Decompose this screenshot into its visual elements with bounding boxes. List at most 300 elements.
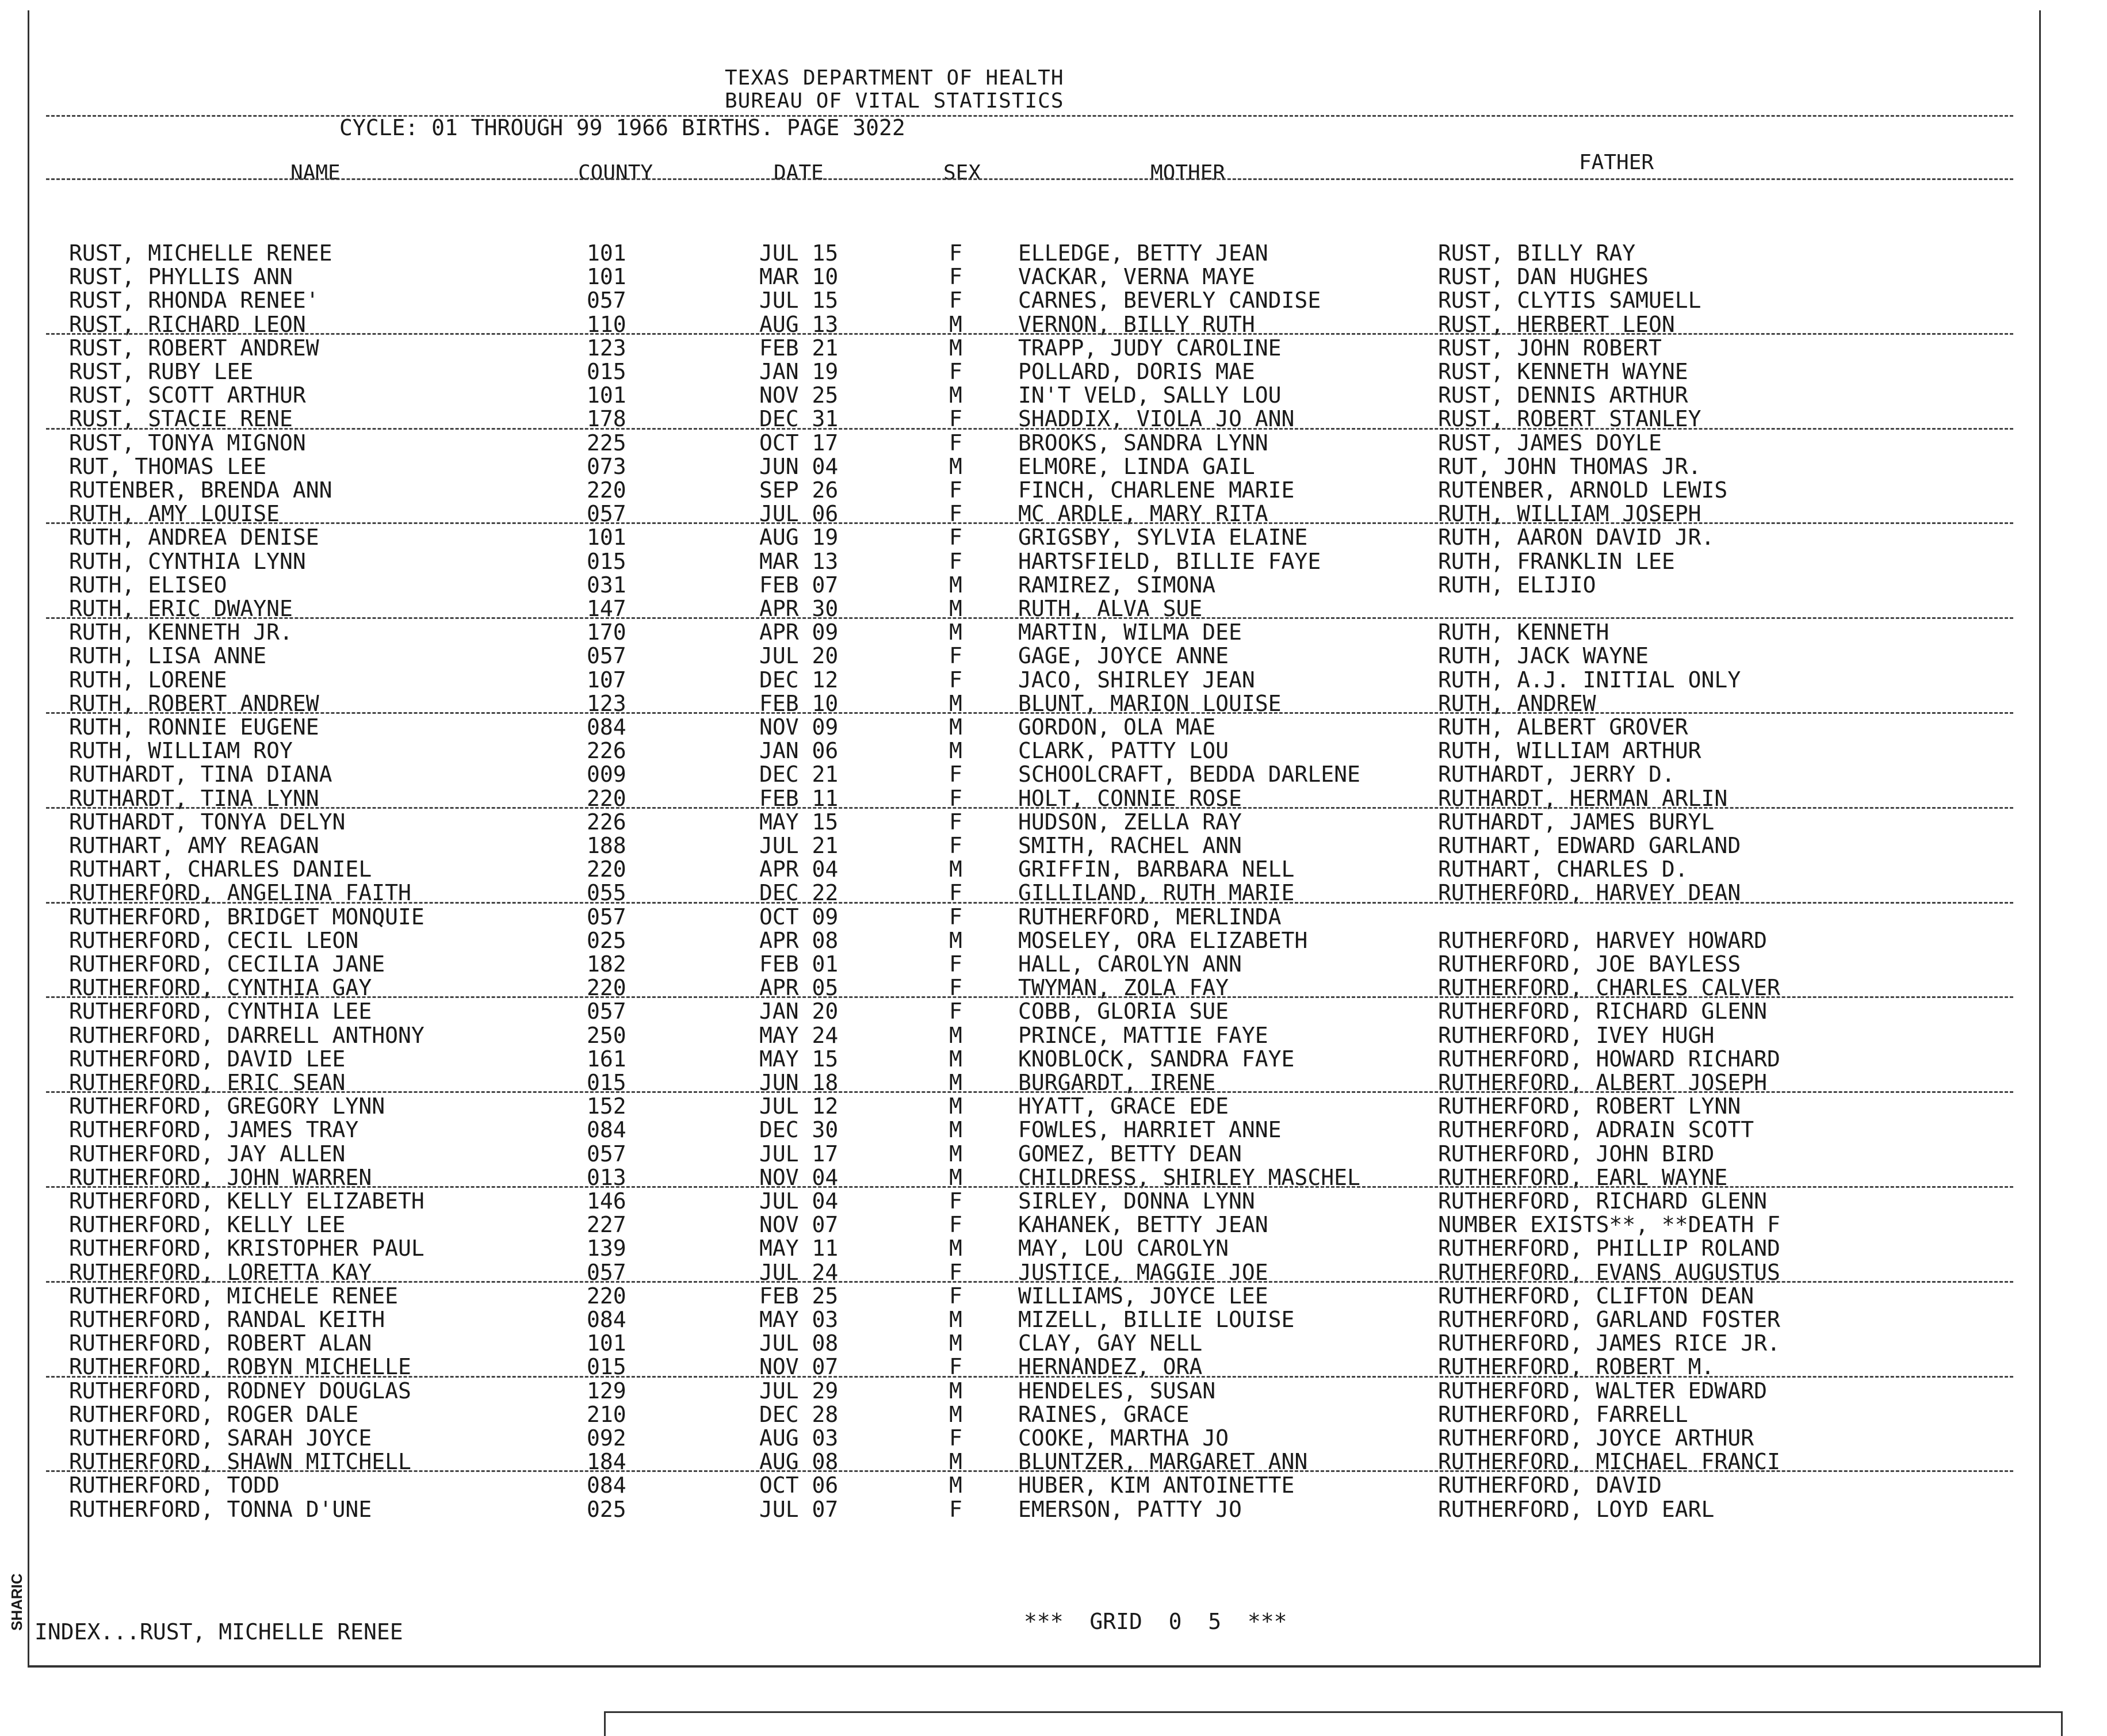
record-date: DEC 31 bbox=[759, 406, 839, 432]
record-county: 182 bbox=[587, 951, 626, 977]
record-mother: JACO, SHIRLEY JEAN bbox=[1018, 667, 1255, 693]
department-title: TEXAS DEPARTMENT OF HEALTH bbox=[725, 66, 1064, 90]
record-father: RUST, HERBERT LEON bbox=[1438, 311, 1675, 337]
sheet-bottom-edge bbox=[28, 1666, 2041, 1668]
record-county: 057 bbox=[587, 904, 626, 930]
record-mother: HYATT, GRACE EDE bbox=[1018, 1093, 1229, 1119]
record-sex: F bbox=[949, 904, 962, 930]
record-county: 084 bbox=[587, 1117, 626, 1143]
record-name: RUTHERFORD, TONNA D'UNE bbox=[69, 1496, 372, 1522]
record-row bbox=[0, 1332, 2013, 1355]
record-date: NOV 09 bbox=[759, 714, 839, 740]
record-row bbox=[0, 858, 2013, 881]
record-name: RUST, RUBY LEE bbox=[69, 359, 254, 384]
record-father: RUTHART, EDWARD GARLAND bbox=[1438, 833, 1741, 858]
row-divider bbox=[46, 807, 2013, 809]
record-mother: HOLT, CONNIE ROSE bbox=[1018, 785, 1242, 811]
record-row bbox=[0, 337, 2013, 360]
record-county: 084 bbox=[587, 714, 626, 740]
record-father: NUMBER EXISTS**, **DEATH F bbox=[1438, 1212, 1780, 1238]
record-mother: MARTIN, WILMA DEE bbox=[1018, 620, 1242, 645]
record-county: 107 bbox=[587, 667, 626, 693]
row-divider bbox=[46, 996, 2013, 998]
column-header-date: DATE bbox=[774, 161, 824, 185]
record-father: RUTHERFORD, MICHAEL FRANCI bbox=[1438, 1449, 1780, 1475]
record-name: RUTH, LORENE bbox=[69, 667, 227, 693]
record-mother: PRINCE, MATTIE FAYE bbox=[1018, 1022, 1268, 1048]
record-mother: RUTH, ALVA SUE bbox=[1018, 596, 1203, 621]
record-father: RUTH, KENNETH bbox=[1438, 620, 1609, 645]
record-sex: M bbox=[949, 1070, 962, 1095]
record-father: RUTH, A.J. INITIAL ONLY bbox=[1438, 667, 1741, 693]
record-father: RUTHERFORD, CHARLES CALVER bbox=[1438, 975, 1780, 1001]
record-date: AUG 08 bbox=[759, 1449, 839, 1475]
record-mother: GORDON, OLA MAE bbox=[1018, 714, 1216, 740]
record-county: 210 bbox=[587, 1401, 626, 1427]
record-date: FEB 25 bbox=[759, 1283, 839, 1309]
record-name: RUTHERFORD, KRISTOPHER PAUL bbox=[69, 1236, 425, 1261]
record-sex: M bbox=[949, 1093, 962, 1119]
record-mother: FOWLES, HARRIET ANNE bbox=[1018, 1117, 1282, 1143]
record-mother: GRIGSBY, SYLVIA ELAINE bbox=[1018, 525, 1308, 550]
record-county: 101 bbox=[587, 383, 626, 408]
record-county: 055 bbox=[587, 880, 626, 906]
record-name: RUTHERFORD, DARRELL ANTHONY bbox=[69, 1022, 425, 1048]
record-sex: M bbox=[949, 620, 962, 645]
record-name: RUTH, ANDREA DENISE bbox=[69, 525, 319, 550]
record-county: 025 bbox=[587, 1496, 626, 1522]
record-county: 057 bbox=[587, 1259, 626, 1285]
record-name: RUTHERFORD, KELLY LEE bbox=[69, 1212, 346, 1238]
record-sex: F bbox=[949, 264, 962, 290]
record-sex: F bbox=[949, 1354, 962, 1380]
record-sex: M bbox=[949, 1449, 962, 1475]
record-father: RUST, CLYTIS SAMUELL bbox=[1438, 288, 1701, 313]
record-row bbox=[0, 1474, 2013, 1497]
record-county: 226 bbox=[587, 738, 626, 764]
record-sex: F bbox=[949, 240, 962, 266]
record-row bbox=[0, 1190, 2013, 1213]
record-date: OCT 06 bbox=[759, 1473, 839, 1498]
record-row bbox=[0, 242, 2013, 265]
record-mother: COBB, GLORIA SUE bbox=[1018, 999, 1229, 1024]
record-father: RUTH, ALBERT GROVER bbox=[1438, 714, 1688, 740]
record-father: RUTHERFORD, CLIFTON DEAN bbox=[1438, 1283, 1754, 1309]
row-divider bbox=[46, 712, 2013, 714]
row-divider bbox=[46, 902, 2013, 904]
record-county: 161 bbox=[587, 1046, 626, 1072]
record-date: JUL 12 bbox=[759, 1093, 839, 1119]
record-county: 025 bbox=[587, 927, 626, 953]
record-sex: M bbox=[949, 1378, 962, 1404]
record-father: RUTHERFORD, HARVEY HOWARD bbox=[1438, 927, 1767, 953]
record-date: JUL 04 bbox=[759, 1188, 839, 1214]
record-date: MAR 10 bbox=[759, 264, 839, 290]
record-father: RUTHERFORD, EARL WAYNE bbox=[1438, 1164, 1728, 1190]
record-county: 220 bbox=[587, 785, 626, 811]
record-date: JUL 24 bbox=[759, 1259, 839, 1285]
record-date: AUG 19 bbox=[759, 525, 839, 550]
record-row bbox=[0, 1095, 2013, 1118]
record-sex: M bbox=[949, 1022, 962, 1048]
record-father: RUST, JOHN ROBERT bbox=[1438, 335, 1662, 361]
record-date: OCT 17 bbox=[759, 430, 839, 456]
record-row bbox=[0, 905, 2013, 929]
record-county: 092 bbox=[587, 1425, 626, 1451]
record-mother: BROOKS, SANDRA LYNN bbox=[1018, 430, 1268, 456]
record-mother: HALL, CAROLYN ANN bbox=[1018, 951, 1242, 977]
record-sex: M bbox=[949, 690, 962, 716]
record-sex: F bbox=[949, 1425, 962, 1451]
record-sex: M bbox=[949, 1236, 962, 1261]
record-father: RUTH, AARON DAVID JR. bbox=[1438, 525, 1715, 550]
row-divider bbox=[46, 1281, 2013, 1283]
record-name: RUTHERFORD, CYNTHIA LEE bbox=[69, 999, 372, 1024]
record-county: 015 bbox=[587, 548, 626, 574]
record-mother: CHILDRESS, SHIRLEY MASCHEL bbox=[1018, 1164, 1360, 1190]
record-mother: KAHANEK, BETTY JEAN bbox=[1018, 1212, 1268, 1238]
record-father: RUTHART, CHARLES D. bbox=[1438, 856, 1688, 882]
record-county: 031 bbox=[587, 572, 626, 598]
row-divider bbox=[46, 1186, 2013, 1188]
record-mother: MC ARDLE, MARY RITA bbox=[1018, 501, 1268, 527]
grid-footer: *** GRID 0 5 *** bbox=[1024, 1609, 1287, 1634]
side-label: SHARIC bbox=[8, 1573, 25, 1631]
record-county: 139 bbox=[587, 1236, 626, 1261]
record-name: RUTH, ROBERT ANDREW bbox=[69, 690, 319, 716]
record-county: 073 bbox=[587, 453, 626, 479]
record-father: RUTHARDT, HERMAN ARLIN bbox=[1438, 785, 1728, 811]
record-row bbox=[0, 1118, 2013, 1142]
record-row bbox=[0, 644, 2013, 668]
record-name: RUST, MICHELLE RENEE bbox=[69, 240, 332, 266]
record-sex: M bbox=[949, 714, 962, 740]
record-sex: M bbox=[949, 927, 962, 953]
record-mother: SMITH, RACHEL ANN bbox=[1018, 833, 1242, 858]
record-sex: F bbox=[949, 1188, 962, 1214]
record-name: RUTH, CYNTHIA LYNN bbox=[69, 548, 306, 574]
record-county: 015 bbox=[587, 359, 626, 384]
record-row bbox=[0, 668, 2013, 692]
record-date: JUL 06 bbox=[759, 501, 839, 527]
record-sex: M bbox=[949, 1330, 962, 1356]
record-name: RUTH, RONNIE EUGENE bbox=[69, 714, 319, 740]
record-date: JUN 18 bbox=[759, 1070, 839, 1095]
record-father: RUST, ROBERT STANLEY bbox=[1438, 406, 1701, 432]
record-mother: MIZELL, BILLIE LOUISE bbox=[1018, 1307, 1295, 1332]
record-name: RUTHERFORD, DAVID LEE bbox=[69, 1046, 346, 1072]
record-mother: HENDELES, SUSAN bbox=[1018, 1378, 1216, 1404]
row-divider bbox=[46, 522, 2013, 524]
record-row bbox=[0, 360, 2013, 384]
record-sex: M bbox=[949, 1046, 962, 1072]
record-father: RUTHARDT, JERRY D. bbox=[1438, 762, 1675, 787]
record-date: JUL 07 bbox=[759, 1496, 839, 1522]
record-county: 170 bbox=[587, 620, 626, 645]
record-sex: F bbox=[949, 288, 962, 313]
record-mother: TRAPP, JUDY CAROLINE bbox=[1018, 335, 1282, 361]
record-father: RUTHERFORD, JOE BAYLESS bbox=[1438, 951, 1741, 977]
record-sex: M bbox=[949, 596, 962, 621]
record-sex: M bbox=[949, 1401, 962, 1427]
record-father: RUTHERFORD, JOYCE ARTHUR bbox=[1438, 1425, 1754, 1451]
record-county: 084 bbox=[587, 1473, 626, 1498]
record-row bbox=[0, 1213, 2013, 1237]
record-mother: CLARK, PATTY LOU bbox=[1018, 738, 1229, 764]
record-row bbox=[0, 479, 2013, 502]
record-date: MAY 11 bbox=[759, 1236, 839, 1261]
record-row bbox=[0, 1379, 2013, 1403]
record-mother: ELMORE, LINDA GAIL bbox=[1018, 453, 1255, 479]
record-name: RUTH, LISA ANNE bbox=[69, 643, 267, 669]
record-name: RUTHERFORD, ANGELINA FAITH bbox=[69, 880, 411, 906]
record-father: RUST, KENNETH WAYNE bbox=[1438, 359, 1688, 384]
record-father: RUST, BILLY RAY bbox=[1438, 240, 1636, 266]
record-name: RUTHERFORD, TODD bbox=[69, 1473, 280, 1498]
record-name: RUTENBER, BRENDA ANN bbox=[69, 477, 332, 503]
record-row bbox=[0, 1024, 2013, 1047]
record-date: MAR 13 bbox=[759, 548, 839, 574]
record-mother: HARTSFIELD, BILLIE FAYE bbox=[1018, 548, 1321, 574]
record-row bbox=[0, 455, 2013, 479]
record-name: RUTHERFORD, JAMES TRAY bbox=[69, 1117, 359, 1143]
record-father: RUTENBER, ARNOLD LEWIS bbox=[1438, 477, 1728, 503]
record-date: OCT 09 bbox=[759, 904, 839, 930]
record-date: JUN 04 bbox=[759, 453, 839, 479]
record-county: 184 bbox=[587, 1449, 626, 1475]
record-sex: F bbox=[949, 667, 962, 693]
record-mother: BURGARDT, IRENE bbox=[1018, 1070, 1216, 1095]
record-date: JUL 21 bbox=[759, 833, 839, 858]
record-date: FEB 07 bbox=[759, 572, 839, 598]
column-header-mother: MOTHER bbox=[1150, 161, 1226, 185]
record-sex: F bbox=[949, 525, 962, 550]
record-name: RUST, PHYLLIS ANN bbox=[69, 264, 293, 290]
record-mother: MOSELEY, ORA ELIZABETH bbox=[1018, 927, 1308, 953]
record-county: 057 bbox=[587, 288, 626, 313]
record-father: RUTHERFORD, HOWARD RICHARD bbox=[1438, 1046, 1780, 1072]
record-father: RUTHERFORD, RICHARD GLENN bbox=[1438, 999, 1767, 1024]
record-county: 101 bbox=[587, 525, 626, 550]
record-sex: F bbox=[949, 951, 962, 977]
record-father: RUTHERFORD, EVANS AUGUSTUS bbox=[1438, 1259, 1780, 1285]
record-name: RUTHERFORD, CYNTHIA GAY bbox=[69, 975, 372, 1001]
record-county: 057 bbox=[587, 999, 626, 1024]
record-father: RUTHERFORD, ROBERT LYNN bbox=[1438, 1093, 1741, 1119]
record-mother: BLUNTZER, MARGARET ANN bbox=[1018, 1449, 1308, 1475]
record-county: 101 bbox=[587, 264, 626, 290]
record-sex: F bbox=[949, 833, 962, 858]
record-row bbox=[0, 716, 2013, 739]
record-mother: COOKE, MARTHA JO bbox=[1018, 1425, 1229, 1451]
record-mother: GOMEZ, BETTY DEAN bbox=[1018, 1141, 1242, 1167]
record-mother: MAY, LOU CAROLYN bbox=[1018, 1236, 1229, 1261]
record-mother: BLUNT, MARION LOUISE bbox=[1018, 690, 1282, 716]
record-father: RUTH, ANDREW bbox=[1438, 690, 1596, 716]
row-divider bbox=[46, 617, 2013, 619]
record-mother: RUTHERFORD, MERLINDA bbox=[1018, 904, 1282, 930]
record-mother: VERNON, BILLY RUTH bbox=[1018, 311, 1255, 337]
record-sex: F bbox=[949, 999, 962, 1024]
record-father: RUTH, ELIJIO bbox=[1438, 572, 1596, 598]
record-row bbox=[0, 953, 2013, 976]
record-date: FEB 21 bbox=[759, 335, 839, 361]
record-date: MAY 24 bbox=[759, 1022, 839, 1048]
record-name: RUTHERFORD, ROBERT ALAN bbox=[69, 1330, 372, 1356]
record-date: JUL 15 bbox=[759, 240, 839, 266]
record-date: JUL 08 bbox=[759, 1330, 839, 1356]
record-county: 057 bbox=[587, 643, 626, 669]
record-county: 123 bbox=[587, 335, 626, 361]
record-date: NOV 25 bbox=[759, 383, 839, 408]
record-county: 226 bbox=[587, 809, 626, 835]
record-name: RUT, THOMAS LEE bbox=[69, 453, 267, 479]
record-date: DEC 28 bbox=[759, 1401, 839, 1427]
record-name: RUST, RICHARD LEON bbox=[69, 311, 306, 337]
record-sex: F bbox=[949, 359, 962, 384]
record-sex: F bbox=[949, 785, 962, 811]
record-mother: HUDSON, ZELLA RAY bbox=[1018, 809, 1242, 835]
record-row bbox=[0, 1308, 2013, 1332]
record-father: RUTH, WILLIAM JOSEPH bbox=[1438, 501, 1701, 527]
record-name: RUTHERFORD, RODNEY DOUGLAS bbox=[69, 1378, 411, 1404]
record-father: RUTHERFORD, ALBERT JOSEPH bbox=[1438, 1070, 1767, 1095]
record-row bbox=[0, 384, 2013, 407]
record-sex: F bbox=[949, 762, 962, 787]
record-mother: ELLEDGE, BETTY JEAN bbox=[1018, 240, 1268, 266]
record-date: APR 04 bbox=[759, 856, 839, 882]
record-date: NOV 07 bbox=[759, 1212, 839, 1238]
record-sex: M bbox=[949, 1164, 962, 1190]
record-county: 123 bbox=[587, 690, 626, 716]
record-row bbox=[0, 929, 2013, 953]
record-mother: VACKAR, VERNA MAYE bbox=[1018, 264, 1255, 290]
record-row bbox=[0, 573, 2013, 597]
record-name: RUTHART, AMY REAGAN bbox=[69, 833, 319, 858]
record-county: 147 bbox=[587, 596, 626, 621]
record-sex: F bbox=[949, 1259, 962, 1285]
record-father: RUST, DENNIS ARTHUR bbox=[1438, 383, 1688, 408]
row-divider bbox=[46, 333, 2013, 335]
record-sex: F bbox=[949, 430, 962, 456]
record-mother: IN'T VELD, SALLY LOU bbox=[1018, 383, 1282, 408]
record-mother: HUBER, KIM ANTOINETTE bbox=[1018, 1473, 1295, 1498]
record-mother: SIRLEY, DONNA LYNN bbox=[1018, 1188, 1255, 1214]
record-date: FEB 01 bbox=[759, 951, 839, 977]
record-sex: M bbox=[949, 453, 962, 479]
column-header-sex: SEX bbox=[943, 161, 981, 185]
record-row bbox=[0, 739, 2013, 763]
bureau-title: BUREAU OF VITAL STATISTICS bbox=[725, 89, 1064, 113]
record-mother: GILLILAND, RUTH MARIE bbox=[1018, 880, 1295, 906]
record-row bbox=[0, 431, 2013, 455]
record-father: RUTHERFORD, FARRELL bbox=[1438, 1401, 1688, 1427]
record-sex: F bbox=[949, 809, 962, 835]
record-name: RUTHART, CHARLES DANIEL bbox=[69, 856, 372, 882]
record-name: RUTHERFORD, JAY ALLEN bbox=[69, 1141, 346, 1167]
column-header-father: FATHER bbox=[1579, 151, 1654, 174]
record-sex: F bbox=[949, 1496, 962, 1522]
record-father: RUTHERFORD, JAMES RICE JR. bbox=[1438, 1330, 1780, 1356]
record-date: SEP 26 bbox=[759, 477, 839, 503]
record-name: RUTHERFORD, LORETTA KAY bbox=[69, 1259, 372, 1285]
record-father: RUTHERFORD, WALTER EDWARD bbox=[1438, 1378, 1767, 1404]
record-sex: F bbox=[949, 1283, 962, 1309]
record-county: 015 bbox=[587, 1354, 626, 1380]
record-county: 225 bbox=[587, 430, 626, 456]
record-name: RUTHERFORD, CECIL LEON bbox=[69, 927, 359, 953]
record-sex: M bbox=[949, 1117, 962, 1143]
record-mother: TWYMAN, ZOLA FAY bbox=[1018, 975, 1229, 1001]
record-date: JUL 29 bbox=[759, 1378, 839, 1404]
column-header-divider bbox=[46, 178, 2013, 180]
record-row bbox=[0, 1142, 2013, 1166]
record-name: RUTH, ERIC DWAYNE bbox=[69, 596, 293, 621]
record-sex: M bbox=[949, 1307, 962, 1332]
record-name: RUTHERFORD, ROBYN MICHELLE bbox=[69, 1354, 411, 1380]
record-mother: SHADDIX, VIOLA JO ANN bbox=[1018, 406, 1295, 432]
record-county: 178 bbox=[587, 406, 626, 432]
record-name: RUTH, KENNETH JR. bbox=[69, 620, 293, 645]
record-date: MAY 15 bbox=[759, 809, 839, 835]
record-name: RUST, RHONDA RENEE' bbox=[69, 288, 319, 313]
record-row bbox=[0, 289, 2013, 312]
record-date: DEC 22 bbox=[759, 880, 839, 906]
record-name: RUTH, WILLIAM ROY bbox=[69, 738, 293, 764]
record-name: RUTH, ELISEO bbox=[69, 572, 227, 598]
record-sex: M bbox=[949, 1473, 962, 1498]
row-divider bbox=[46, 1091, 2013, 1093]
record-father: RUTHERFORD, RICHARD GLENN bbox=[1438, 1188, 1767, 1214]
index-footer: INDEX...RUST, MICHELLE RENEE bbox=[35, 1619, 403, 1645]
record-mother: POLLARD, DORIS MAE bbox=[1018, 359, 1255, 384]
record-date: DEC 12 bbox=[759, 667, 839, 693]
cycle-line: CYCLE: 01 THROUGH 99 1966 BIRTHS. PAGE 3022 bbox=[339, 115, 905, 140]
record-county: 188 bbox=[587, 833, 626, 858]
record-sex: M bbox=[949, 311, 962, 337]
record-sex: M bbox=[949, 383, 962, 408]
record-sex: F bbox=[949, 643, 962, 669]
record-father: RUTH, JACK WAYNE bbox=[1438, 643, 1649, 669]
record-row bbox=[0, 1498, 2013, 1521]
record-county: 250 bbox=[587, 1022, 626, 1048]
next-sheet-edge bbox=[604, 1711, 2063, 1736]
record-father: RUTHARDT, JAMES BURYL bbox=[1438, 809, 1715, 835]
record-sex: M bbox=[949, 572, 962, 598]
record-date: MAY 15 bbox=[759, 1046, 839, 1072]
row-divider bbox=[46, 428, 2013, 430]
record-county: 220 bbox=[587, 856, 626, 882]
record-name: RUST, STACIE RENE bbox=[69, 406, 293, 432]
record-county: 013 bbox=[587, 1164, 626, 1190]
record-row bbox=[0, 621, 2013, 644]
record-sex: F bbox=[949, 548, 962, 574]
record-name: RUST, SCOTT ARTHUR bbox=[69, 383, 306, 408]
record-mother: CARNES, BEVERLY CANDISE bbox=[1018, 288, 1321, 313]
record-sex: F bbox=[949, 501, 962, 527]
record-father: RUTHERFORD, HARVEY DEAN bbox=[1438, 880, 1741, 906]
record-row bbox=[0, 526, 2013, 549]
record-sex: F bbox=[949, 406, 962, 432]
record-row bbox=[0, 265, 2013, 289]
record-date: JAN 06 bbox=[759, 738, 839, 764]
record-date: NOV 07 bbox=[759, 1354, 839, 1380]
record-name: RUTHERFORD, JOHN WARREN bbox=[69, 1164, 372, 1190]
record-row bbox=[0, 1427, 2013, 1450]
record-mother: WILLIAMS, JOYCE LEE bbox=[1018, 1283, 1268, 1309]
record-sex: M bbox=[949, 335, 962, 361]
record-mother: EMERSON, PATTY JO bbox=[1018, 1496, 1242, 1522]
